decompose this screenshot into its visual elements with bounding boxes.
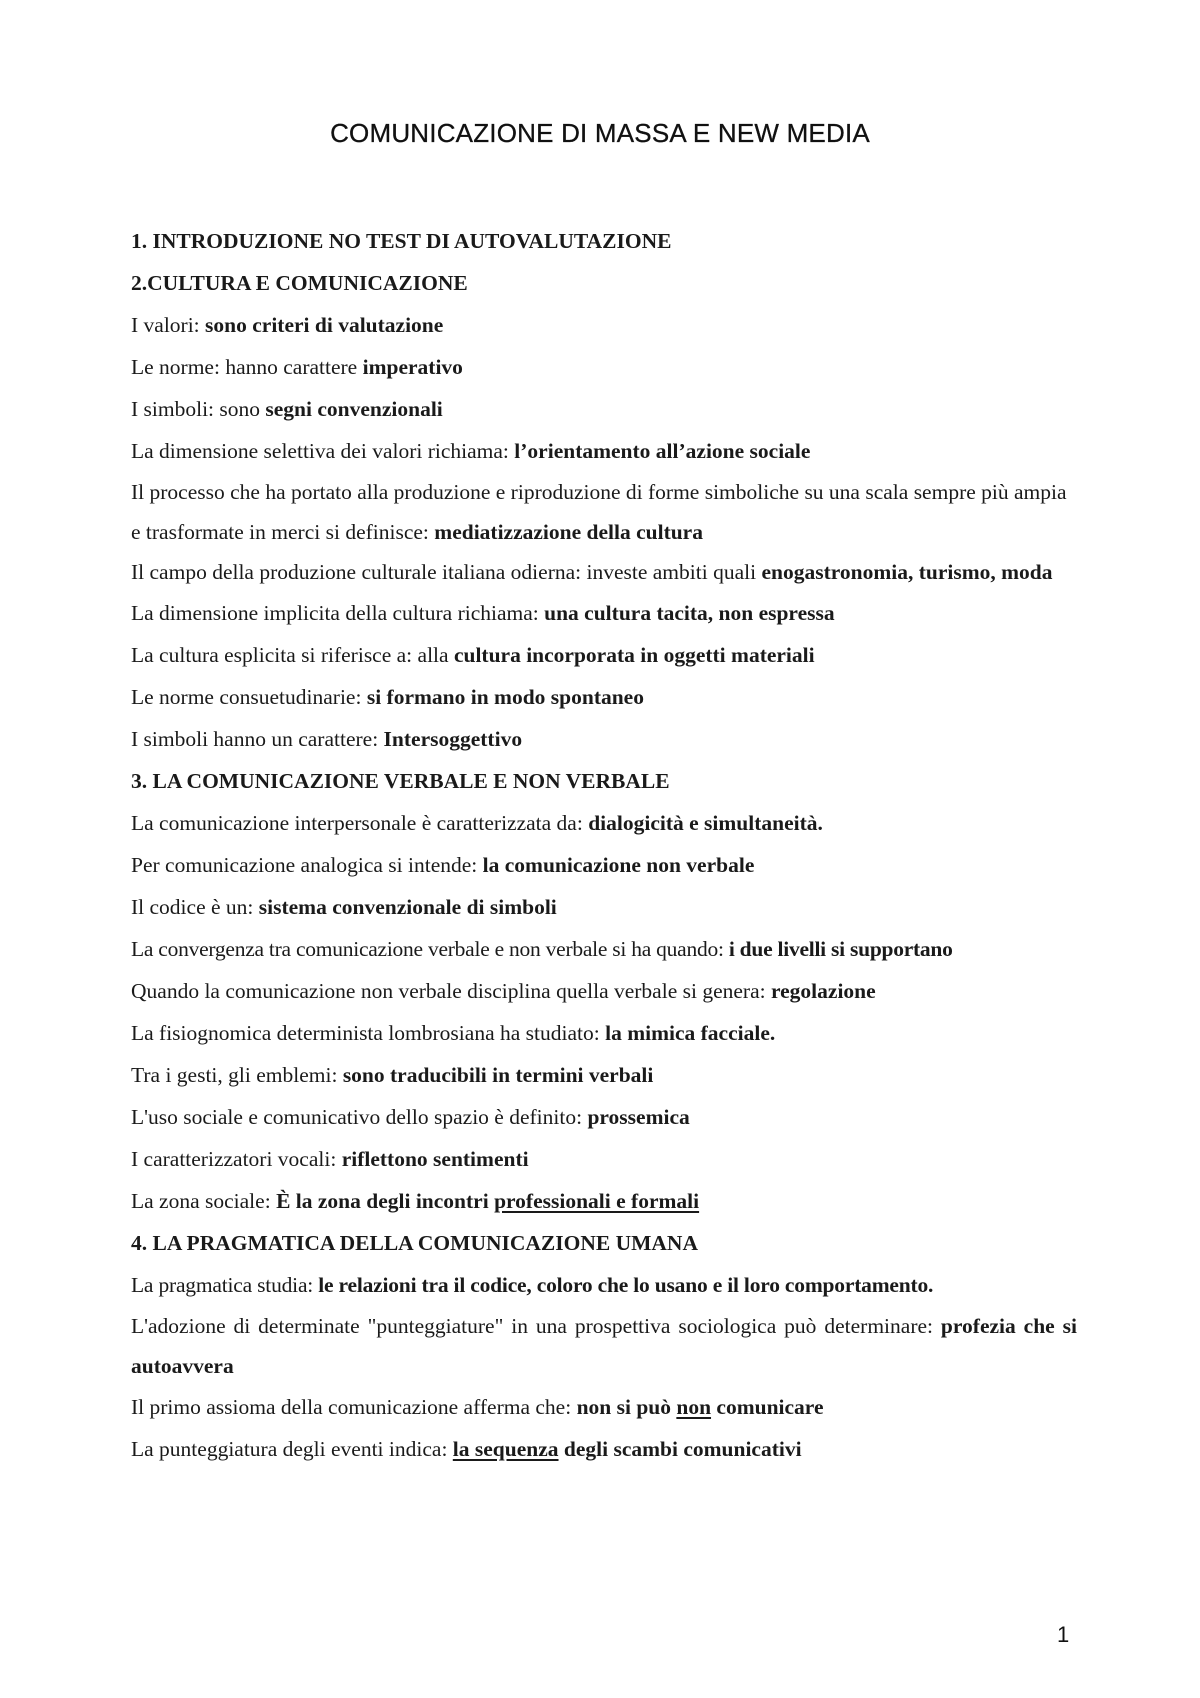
section-heading-3: 3. LA COMUNICAZIONE VERBALE E NON VERBALE [131,769,670,793]
qa-line: Quando la comunicazione non verbale disciplina quella verbale si genera: regolazione [131,979,876,1003]
qa-line: La cultura esplicita si riferisce a: alla cultura incorporata in oggetti materiali [131,643,815,667]
underlined-text: la sequenza [452,1437,559,1461]
document-body [131,220,1077,1470]
qa-line: Le norme: hanno carattere imperativo [131,355,463,379]
qa-line: Il campo della produzione culturale italiana odierna: investe ambiti quali enogastronomia, turismo, moda [131,560,1053,584]
qa-line: L'uso sociale e comunicativo dello spazio è definito: prossemica [131,1105,690,1129]
section-heading-4: 4. LA PRAGMATICA DELLA COMUNICAZIONE UMANA [131,1231,698,1255]
qa-line: I valori: sono criteri di valutazione [131,313,444,337]
qa-line: La dimensione implicita della cultura richiama: una cultura tacita, non espressa [131,601,835,625]
qa-line: Le norme consuetudinarie: si formano in modo spontaneo [131,685,644,709]
section-heading-1: 1. INTRODUZIONE NO TEST DI AUTOVALUTAZIONE [131,229,672,253]
page-number: 1 [1057,1622,1070,1647]
qa-line: La punteggiatura degli eventi indica: la sequenza degli scambi comunicativi [131,1437,802,1461]
document-title: COMUNICAZIONE DI MASSA E NEW MEDIA [330,118,870,148]
qa-line: I simboli hanno un carattere: Intersoggettivo [131,727,523,751]
underlined-text: non [676,1395,712,1419]
underlined-text: professionali e formali [494,1189,700,1213]
qa-line: La comunicazione interpersonale è caratterizzata da: dialogicità e simultaneità. [131,811,823,835]
qa-line: Il processo che ha portato alla produzione e riproduzione di forme simboliche su una scala sempre più ampia e trasformate in merci si definisce: mediatizzazione della cultura [131,480,1067,544]
qa-line: Il primo assioma della comunicazione afferma che: non si può non comunicare [131,1395,824,1419]
qa-line: L'adozione di determinate "punteggiature" in una prospettiva sociologica può determinare: profezia che si autoavvera [131,1314,1077,1378]
qa-line: La pragmatica studia: le relazioni tra il codice, coloro che lo usano e il loro comportamento. [131,1273,934,1297]
qa-line: La zona sociale: È la zona degli incontri professionali e formali [131,1189,700,1213]
qa-line: La dimensione selettiva dei valori richiama: l’orientamento all’azione sociale [131,439,811,463]
qa-line: Per comunicazione analogica si intende: la comunicazione non verbale [131,853,755,877]
qa-line: I simboli: sono segni convenzionali [131,397,443,421]
section-heading-2: 2.CULTURA E COMUNICAZIONE [131,271,468,295]
qa-line: La convergenza tra comunicazione verbale e non verbale si ha quando: i due livelli si supportano [131,937,953,961]
qa-line: Il codice è un: sistema convenzionale di simboli [131,895,557,919]
qa-line: Tra i gesti, gli emblemi: sono traducibili in termini verbali [131,1063,654,1087]
qa-line: I caratterizzatori vocali: riflettono sentimenti [131,1147,529,1171]
qa-line: La fisiognomica determinista lombrosiana ha studiato: la mimica facciale. [131,1021,776,1045]
